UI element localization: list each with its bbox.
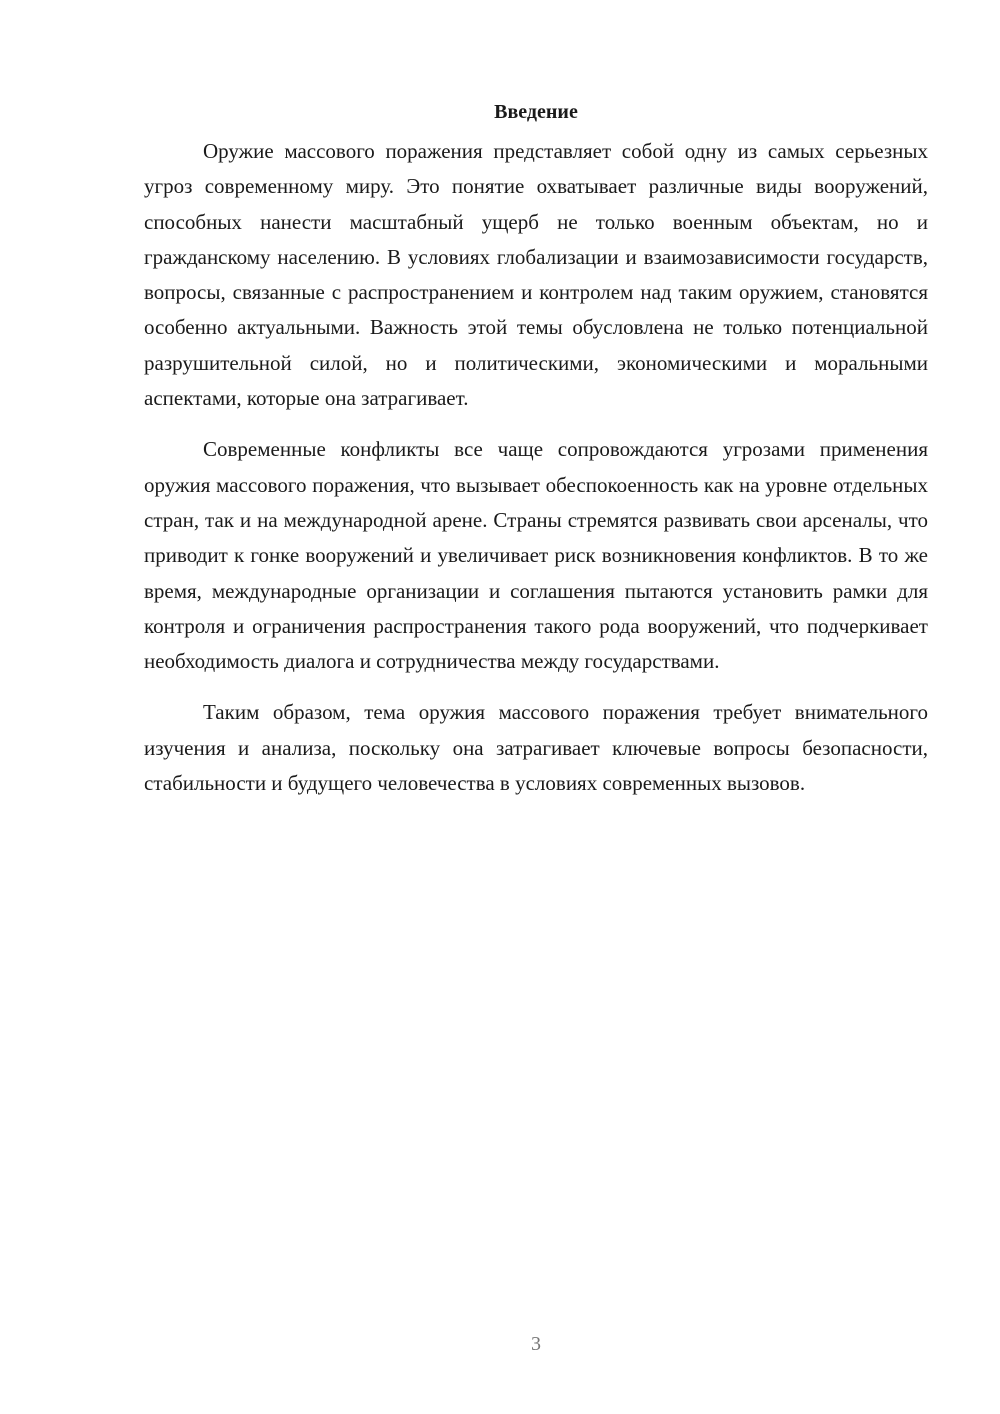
paragraph-2: Современные конфликты все чаще сопровождаются угрозами применения оружия массового поражения, что вызывает обеспокоенность как на уровне отдельных стран, так и на международной арене. Страны стремятся развивать свои арсеналы, что приводит к гонке вооружений и увеличивает риск возникновения конфликтов. В то же время, международные организации и соглашения пытаются установить рамки для контроля и ограничения распространения такого рода вооружений, что подчеркивает необходимость диалога и сотрудничества между государствами.	[144, 437, 928, 674]
page-number: 3	[531, 1333, 541, 1355]
section-title: Введение	[494, 101, 578, 123]
paragraph-3: Таким образом, тема оружия массового поражения требует внимательного изучения и анализа, поскольку она затрагивает ключевые вопросы безопасности, стабильности и будущего человечества в условиях современных вызовов.	[144, 700, 928, 796]
page-content	[144, 96, 928, 817]
paragraph-1: Оружие массового поражения представляет собой одну из самых серьезных угроз современному миру. Это понятие охватывает различные виды вооружений, способных нанести масштабный ущерб не только военным объектам, но и гражданскому населению. В условиях глобализации и взаимозависимости государств, вопросы, связанные с распространением и контролем над таким оружием, становятся особенно актуальными. Важность этой темы обусловлена не только потенциальной разрушительной силой, но и политическими, экономическими и моральными аспектами, которые она затрагивает.	[144, 139, 928, 411]
